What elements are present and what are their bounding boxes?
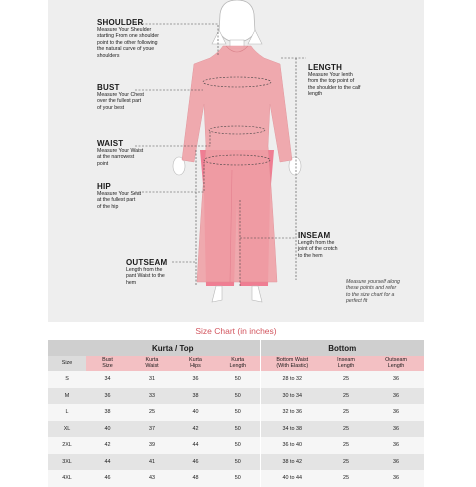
- value-cell: 36: [368, 454, 424, 471]
- value-cell: 25: [324, 404, 368, 421]
- annotation-length: LENGTH Measure Your lenth from the top point of the shoulder to the calf length: [308, 63, 408, 98]
- size-cell: 4XL: [48, 470, 86, 487]
- value-cell: 46: [86, 470, 129, 487]
- table-row: [48, 371, 424, 388]
- size-cell: S: [48, 371, 86, 388]
- annotation-title: SHOULDER: [97, 18, 144, 27]
- value-cell: 36: [368, 371, 424, 388]
- column-header: Inseam Length: [324, 356, 368, 371]
- table-row: [48, 454, 424, 471]
- annotation-shoulder: SHOULDER Measure Your Sheulder starting From one shoulder point to the other following the natural curve of youe shoulders: [97, 18, 187, 59]
- value-cell: 38 to 42: [260, 454, 324, 471]
- value-cell: 33: [129, 388, 175, 405]
- column-header: Outseam Length: [368, 356, 424, 371]
- value-cell: 44: [175, 437, 216, 454]
- column-header-row: [48, 356, 424, 371]
- size-cell: XL: [48, 421, 86, 438]
- value-cell: 39: [129, 437, 175, 454]
- value-cell: 25: [324, 371, 368, 388]
- size-chart-body: [48, 371, 424, 487]
- value-cell: 50: [216, 404, 260, 421]
- size-chart-table: [48, 340, 424, 487]
- size-cell: 3XL: [48, 454, 86, 471]
- value-cell: 50: [216, 454, 260, 471]
- annotation-title: BUST: [97, 83, 120, 92]
- annotation-title: WAIST: [97, 139, 124, 148]
- group-header-row: [48, 340, 424, 356]
- value-cell: 25: [324, 388, 368, 405]
- value-cell: 34: [86, 371, 129, 388]
- value-cell: 50: [216, 470, 260, 487]
- value-cell: 37: [129, 421, 175, 438]
- table-row: [48, 421, 424, 438]
- annotation-title: HIP: [97, 182, 111, 191]
- value-cell: 50: [216, 388, 260, 405]
- size-cell: M: [48, 388, 86, 405]
- value-cell: 36: [175, 371, 216, 388]
- value-cell: 38: [86, 404, 129, 421]
- table-row: [48, 470, 424, 487]
- value-cell: 25: [324, 437, 368, 454]
- annotation-inseam: INSEAM Length from the joint of the crotch to the hem: [298, 231, 388, 259]
- value-cell: 36: [368, 404, 424, 421]
- left-foot: [212, 286, 222, 302]
- size-cell: 2XL: [48, 437, 86, 454]
- value-cell: 25: [129, 404, 175, 421]
- value-cell: 48: [175, 470, 216, 487]
- annotation-title: INSEAM: [298, 231, 331, 240]
- kurta-shape: [182, 46, 292, 282]
- size-cell: L: [48, 404, 86, 421]
- column-header: Bust Size: [86, 356, 129, 371]
- value-cell: 40 to 44: [260, 470, 324, 487]
- value-cell: 42: [175, 421, 216, 438]
- fit-note: Measure yourself along these points and refer to the size chart for a perfect fit: [346, 279, 400, 305]
- column-header: Bottom Waist (With Elastic): [260, 356, 324, 371]
- value-cell: 36: [368, 388, 424, 405]
- table-row: [48, 437, 424, 454]
- value-cell: 38: [175, 388, 216, 405]
- right-foot: [252, 286, 262, 302]
- group-header-bottom: Bottom: [260, 340, 424, 356]
- annotation-title: OUTSEAM: [126, 258, 168, 267]
- value-cell: 31: [129, 371, 175, 388]
- size-chart-title: Size Chart (in inches): [195, 326, 277, 336]
- value-cell: 50: [216, 371, 260, 388]
- value-cell: 25: [324, 454, 368, 471]
- annotation-hip: HIP Measure Your Seat at the fullest part of the hip: [97, 182, 187, 210]
- value-cell: 36: [86, 388, 129, 405]
- table-row: [48, 404, 424, 421]
- value-cell: 41: [129, 454, 175, 471]
- column-header: Kurta Length: [216, 356, 260, 371]
- annotation-waist: WAIST Measure Your Waist at the narrowest point: [97, 139, 187, 167]
- value-cell: 25: [324, 421, 368, 438]
- value-cell: 50: [216, 421, 260, 438]
- value-cell: 36: [368, 437, 424, 454]
- value-cell: 42: [86, 437, 129, 454]
- annotation-outseam: OUTSEAM Length from the pant Waist to the hem: [126, 258, 186, 286]
- value-cell: 36: [368, 470, 424, 487]
- value-cell: 30 to 34: [260, 388, 324, 405]
- annotation-title: LENGTH: [308, 63, 343, 72]
- value-cell: 28 to 32: [260, 371, 324, 388]
- column-header: Kurta Waist: [129, 356, 175, 371]
- value-cell: 50: [216, 437, 260, 454]
- value-cell: 25: [324, 470, 368, 487]
- group-header-top: Kurta / Top: [86, 340, 260, 356]
- annotation-bust: BUST Measure Your Chest over the fullest part of your best: [97, 83, 187, 111]
- value-cell: 44: [86, 454, 129, 471]
- value-cell: 40: [86, 421, 129, 438]
- value-cell: 34 to 38: [260, 421, 324, 438]
- value-cell: 40: [175, 404, 216, 421]
- value-cell: 32 to 36: [260, 404, 324, 421]
- head-icon: [219, 0, 255, 42]
- value-cell: 46: [175, 454, 216, 471]
- value-cell: 43: [129, 470, 175, 487]
- table-row: [48, 388, 424, 405]
- column-header: Kurta Hips: [175, 356, 216, 371]
- column-header-size: Size: [48, 356, 86, 371]
- value-cell: 36: [368, 421, 424, 438]
- value-cell: 36 to 40: [260, 437, 324, 454]
